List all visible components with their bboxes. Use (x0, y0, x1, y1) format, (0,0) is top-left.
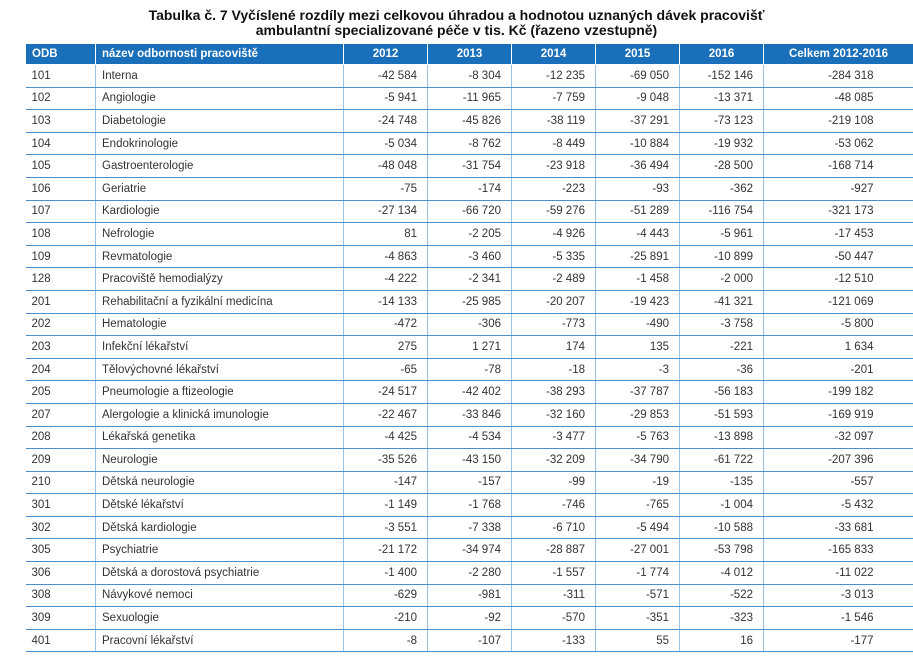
name-cell: Revmatologie (96, 245, 344, 268)
value-2014: -12 235 (512, 65, 596, 88)
header-2014: 2014 (512, 44, 596, 65)
odb-cell: 106 (26, 177, 96, 200)
odb-cell: 309 (26, 607, 96, 630)
name-cell: Diabetologie (96, 110, 344, 133)
name-cell: Dětská neurologie (96, 471, 344, 494)
value-2014: -38 119 (512, 110, 596, 133)
value-2013: -8 762 (428, 132, 512, 155)
value-2015: -69 050 (596, 65, 680, 88)
value-2014: -18 (512, 358, 596, 381)
table-title (0, 0, 913, 38)
table-row (26, 200, 913, 223)
total-cell: -12 510 (764, 268, 913, 291)
total-cell: -121 069 (764, 290, 913, 313)
value-2015: -4 443 (596, 223, 680, 246)
value-2015: -19 423 (596, 290, 680, 313)
value-2015: -1 458 (596, 268, 680, 291)
value-2012: -4 863 (344, 245, 428, 268)
odb-cell: 102 (26, 87, 96, 110)
value-2015: -93 (596, 177, 680, 200)
table-row (26, 313, 913, 336)
value-2012: -22 467 (344, 403, 428, 426)
name-cell: Rehabilitační a fyzikální medicína (96, 290, 344, 313)
value-2013: -3 460 (428, 245, 512, 268)
value-2015: -9 048 (596, 87, 680, 110)
value-2016: -152 146 (680, 65, 764, 88)
value-2012: -21 172 (344, 539, 428, 562)
total-cell: -17 453 (764, 223, 913, 246)
value-2012: -4 222 (344, 268, 428, 291)
total-cell: 1 634 (764, 336, 913, 359)
value-2013: -8 304 (428, 65, 512, 88)
header-name: název odbornosti pracoviště (96, 44, 344, 65)
header-2016: 2016 (680, 44, 764, 65)
value-2014: -311 (512, 584, 596, 607)
value-2014: -32 160 (512, 403, 596, 426)
value-2016: -362 (680, 177, 764, 200)
value-2013: -45 826 (428, 110, 512, 133)
value-2015: -5 763 (596, 426, 680, 449)
value-2014: -20 207 (512, 290, 596, 313)
value-2016: -13 898 (680, 426, 764, 449)
value-2013: -66 720 (428, 200, 512, 223)
name-cell: Pracovní lékařství (96, 629, 344, 652)
value-2013: -33 846 (428, 403, 512, 426)
value-2016: -28 500 (680, 155, 764, 178)
value-2013: -42 402 (428, 381, 512, 404)
table-body (26, 65, 913, 652)
value-2016: -10 899 (680, 245, 764, 268)
value-2012: -147 (344, 471, 428, 494)
value-2016: -51 593 (680, 403, 764, 426)
total-cell: -3 013 (764, 584, 913, 607)
value-2012: -75 (344, 177, 428, 200)
total-cell: -11 022 (764, 562, 913, 585)
value-2016: -3 758 (680, 313, 764, 336)
total-cell: -207 396 (764, 449, 913, 472)
name-cell: Psychiatrie (96, 539, 344, 562)
table-row (26, 539, 913, 562)
total-cell: -48 085 (764, 87, 913, 110)
value-2015: -27 001 (596, 539, 680, 562)
value-2016: -10 588 (680, 516, 764, 539)
total-cell: -219 108 (764, 110, 913, 133)
value-2016: -1 004 (680, 494, 764, 517)
value-2012: -629 (344, 584, 428, 607)
value-2016: -4 012 (680, 562, 764, 585)
table-row (26, 177, 913, 200)
odb-cell: 128 (26, 268, 96, 291)
table-row (26, 290, 913, 313)
total-cell: -1 546 (764, 607, 913, 630)
value-2015: -3 (596, 358, 680, 381)
total-cell: -5 800 (764, 313, 913, 336)
name-cell: Gastroenterologie (96, 155, 344, 178)
value-2012: -27 134 (344, 200, 428, 223)
value-2012: -65 (344, 358, 428, 381)
odb-cell: 306 (26, 562, 96, 585)
name-cell: Angiologie (96, 87, 344, 110)
value-2015: -37 291 (596, 110, 680, 133)
header-2015: 2015 (596, 44, 680, 65)
header-2013: 2013 (428, 44, 512, 65)
value-2013: -2 205 (428, 223, 512, 246)
name-cell: Interna (96, 65, 344, 88)
data-table (25, 43, 913, 652)
name-cell: Endokrinologie (96, 132, 344, 155)
value-2014: -3 477 (512, 426, 596, 449)
value-2014: -7 759 (512, 87, 596, 110)
table-row (26, 223, 913, 246)
value-2014: -773 (512, 313, 596, 336)
value-2016: -41 321 (680, 290, 764, 313)
table-row (26, 629, 913, 652)
table-row (26, 110, 913, 133)
header-total: Celkem 2012-2016 (764, 44, 913, 65)
name-cell: Hematologie (96, 313, 344, 336)
total-cell: -165 833 (764, 539, 913, 562)
value-2013: -11 965 (428, 87, 512, 110)
value-2013: -306 (428, 313, 512, 336)
odb-cell: 105 (26, 155, 96, 178)
value-2014: -59 276 (512, 200, 596, 223)
name-cell: Dětská a dorostová psychiatrie (96, 562, 344, 585)
table-row (26, 358, 913, 381)
name-cell: Dětské lékařství (96, 494, 344, 517)
value-2014: -1 557 (512, 562, 596, 585)
value-2014: -2 489 (512, 268, 596, 291)
odb-cell: 205 (26, 381, 96, 404)
odb-cell: 208 (26, 426, 96, 449)
total-cell: -927 (764, 177, 913, 200)
value-2016: -53 798 (680, 539, 764, 562)
value-2016: -19 932 (680, 132, 764, 155)
header-2012: 2012 (344, 44, 428, 65)
value-2013: -107 (428, 629, 512, 652)
odb-cell: 210 (26, 471, 96, 494)
value-2014: 174 (512, 336, 596, 359)
value-2014: -570 (512, 607, 596, 630)
table-row (26, 516, 913, 539)
value-2012: -35 526 (344, 449, 428, 472)
value-2015: -29 853 (596, 403, 680, 426)
total-cell: -50 447 (764, 245, 913, 268)
value-2012: -1 149 (344, 494, 428, 517)
total-cell: -168 714 (764, 155, 913, 178)
value-2012: -14 133 (344, 290, 428, 313)
value-2016: 16 (680, 629, 764, 652)
odb-cell: 401 (26, 629, 96, 652)
value-2013: -4 534 (428, 426, 512, 449)
table-row (26, 87, 913, 110)
value-2014: -23 918 (512, 155, 596, 178)
value-2014: -32 209 (512, 449, 596, 472)
header-odb: ODB (26, 44, 96, 65)
value-2013: -174 (428, 177, 512, 200)
value-2016: -56 183 (680, 381, 764, 404)
value-2013: -78 (428, 358, 512, 381)
total-cell: -53 062 (764, 132, 913, 155)
total-cell: -199 182 (764, 381, 913, 404)
value-2016: -522 (680, 584, 764, 607)
value-2015: 55 (596, 629, 680, 652)
value-2015: -36 494 (596, 155, 680, 178)
value-2013: -7 338 (428, 516, 512, 539)
value-2014: -99 (512, 471, 596, 494)
table-row (26, 562, 913, 585)
name-cell: Návykové nemoci (96, 584, 344, 607)
value-2013: -92 (428, 607, 512, 630)
total-cell: -169 919 (764, 403, 913, 426)
table-row (26, 268, 913, 291)
name-cell: Dětská kardiologie (96, 516, 344, 539)
value-2012: -210 (344, 607, 428, 630)
name-cell: Pneumologie a ftizeologie (96, 381, 344, 404)
odb-cell: 108 (26, 223, 96, 246)
odb-cell: 207 (26, 403, 96, 426)
name-cell: Neurologie (96, 449, 344, 472)
odb-cell: 202 (26, 313, 96, 336)
value-2012: -5 034 (344, 132, 428, 155)
value-2014: -4 926 (512, 223, 596, 246)
name-cell: Tělovýchovné lékařství (96, 358, 344, 381)
value-2013: -31 754 (428, 155, 512, 178)
value-2012: -42 584 (344, 65, 428, 88)
name-cell: Sexuologie (96, 607, 344, 630)
value-2013: -157 (428, 471, 512, 494)
total-cell: -32 097 (764, 426, 913, 449)
table-row (26, 403, 913, 426)
value-2014: -38 293 (512, 381, 596, 404)
value-2015: -19 (596, 471, 680, 494)
odb-cell: 203 (26, 336, 96, 359)
total-cell: -5 432 (764, 494, 913, 517)
name-cell: Pracoviště hemodialýzy (96, 268, 344, 291)
value-2016: -73 123 (680, 110, 764, 133)
value-2014: -133 (512, 629, 596, 652)
value-2012: 81 (344, 223, 428, 246)
value-2012: -4 425 (344, 426, 428, 449)
value-2016: -323 (680, 607, 764, 630)
odb-cell: 201 (26, 290, 96, 313)
value-2013: -25 985 (428, 290, 512, 313)
odb-cell: 109 (26, 245, 96, 268)
odb-cell: 209 (26, 449, 96, 472)
total-cell: -201 (764, 358, 913, 381)
value-2012: -3 551 (344, 516, 428, 539)
total-cell: -557 (764, 471, 913, 494)
value-2015: -51 289 (596, 200, 680, 223)
value-2015: -37 787 (596, 381, 680, 404)
table-row (26, 65, 913, 88)
total-cell: -177 (764, 629, 913, 652)
value-2016: -61 722 (680, 449, 764, 472)
odb-cell: 308 (26, 584, 96, 607)
value-2016: -36 (680, 358, 764, 381)
value-2014: -746 (512, 494, 596, 517)
value-2012: -5 941 (344, 87, 428, 110)
value-2014: -223 (512, 177, 596, 200)
value-2013: -2 280 (428, 562, 512, 585)
total-cell: -33 681 (764, 516, 913, 539)
table-row (26, 471, 913, 494)
value-2015: -571 (596, 584, 680, 607)
table-row (26, 132, 913, 155)
name-cell: Alergologie a klinická imunologie (96, 403, 344, 426)
value-2012: -24 517 (344, 381, 428, 404)
value-2016: -2 000 (680, 268, 764, 291)
value-2012: -24 748 (344, 110, 428, 133)
table-row (26, 381, 913, 404)
odb-cell: 101 (26, 65, 96, 88)
value-2012: -48 048 (344, 155, 428, 178)
value-2015: -1 774 (596, 562, 680, 585)
header-row (26, 44, 913, 65)
name-cell: Kardiologie (96, 200, 344, 223)
value-2015: -25 891 (596, 245, 680, 268)
odb-cell: 302 (26, 516, 96, 539)
value-2015: -5 494 (596, 516, 680, 539)
title-line-2: ambulantní specializované péče v tis. Kč (řazeno vzestupně) (255, 22, 658, 38)
odb-cell: 103 (26, 110, 96, 133)
value-2013: -981 (428, 584, 512, 607)
odb-cell: 104 (26, 132, 96, 155)
odb-cell: 301 (26, 494, 96, 517)
name-cell: Geriatrie (96, 177, 344, 200)
table-row (26, 494, 913, 517)
table-row (26, 155, 913, 178)
value-2012: 275 (344, 336, 428, 359)
value-2015: -10 884 (596, 132, 680, 155)
value-2013: 1 271 (428, 336, 512, 359)
name-cell: Nefrologie (96, 223, 344, 246)
table-row (26, 426, 913, 449)
value-2014: -28 887 (512, 539, 596, 562)
table-row (26, 449, 913, 472)
odb-cell: 107 (26, 200, 96, 223)
table-row (26, 584, 913, 607)
name-cell: Lékařská genetika (96, 426, 344, 449)
table-row (26, 336, 913, 359)
value-2014: -6 710 (512, 516, 596, 539)
value-2013: -2 341 (428, 268, 512, 291)
total-cell: -284 318 (764, 65, 913, 88)
value-2012: -1 400 (344, 562, 428, 585)
value-2013: -1 768 (428, 494, 512, 517)
title-line-1: Tabulka č. 7 Vyčíslené rozdíly mezi celkovou úhradou a hodnotou uznaných dávek pracovišť (148, 7, 765, 23)
value-2013: -34 974 (428, 539, 512, 562)
value-2016: -221 (680, 336, 764, 359)
value-2015: -765 (596, 494, 680, 517)
value-2015: -34 790 (596, 449, 680, 472)
value-2016: -116 754 (680, 200, 764, 223)
value-2015: -490 (596, 313, 680, 336)
value-2015: -351 (596, 607, 680, 630)
total-cell: -321 173 (764, 200, 913, 223)
value-2013: -43 150 (428, 449, 512, 472)
value-2012: -8 (344, 629, 428, 652)
odb-cell: 305 (26, 539, 96, 562)
value-2015: 135 (596, 336, 680, 359)
value-2012: -472 (344, 313, 428, 336)
table-row (26, 607, 913, 630)
value-2014: -5 335 (512, 245, 596, 268)
odb-cell: 204 (26, 358, 96, 381)
table-row (26, 245, 913, 268)
name-cell: Infekční lékařství (96, 336, 344, 359)
value-2016: -13 371 (680, 87, 764, 110)
value-2016: -135 (680, 471, 764, 494)
value-2014: -8 449 (512, 132, 596, 155)
value-2016: -5 961 (680, 223, 764, 246)
